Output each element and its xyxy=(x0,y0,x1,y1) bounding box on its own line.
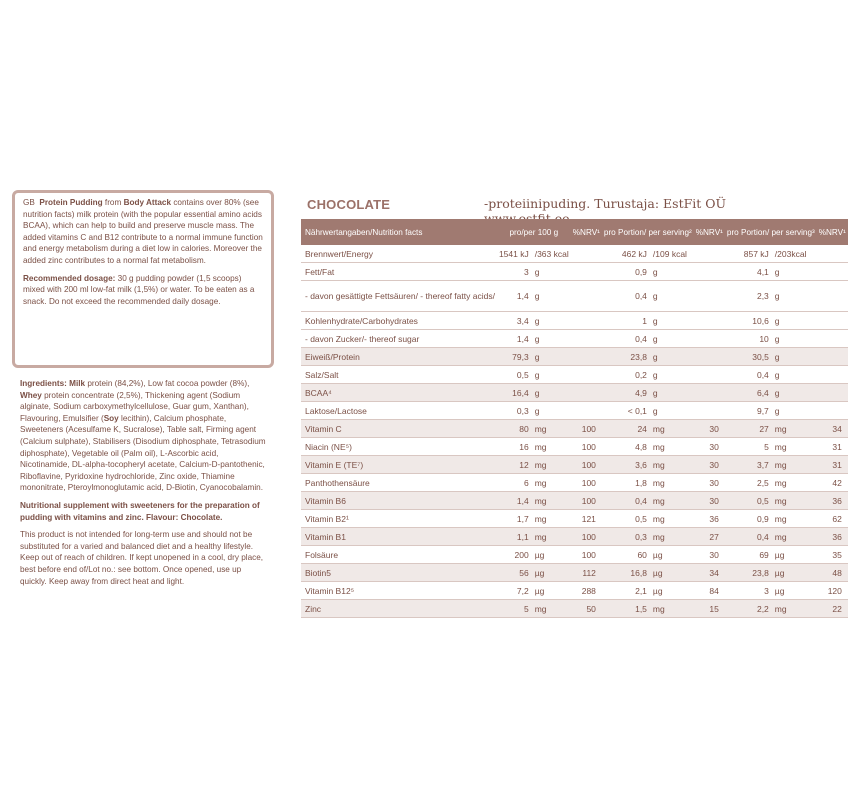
cell-u3: mg xyxy=(774,513,787,524)
cell-n3 xyxy=(817,312,848,330)
cell-u3: µg xyxy=(771,564,817,582)
cell-v1: 79,3 xyxy=(497,348,531,366)
cell-label: Fett/Fat xyxy=(305,266,335,277)
cell-n1 xyxy=(571,402,602,420)
cell-n2: 30 xyxy=(709,441,719,452)
cell-u3: mg xyxy=(771,528,817,546)
cell-v2: 3,6 xyxy=(602,456,649,474)
cell-v1: 0,3 xyxy=(516,405,529,416)
cell-u3: mg xyxy=(771,600,817,618)
cell-label: Eiweiß/Protein xyxy=(301,348,497,366)
cell-u3: g xyxy=(774,333,780,344)
cell-n1: 121 xyxy=(581,513,596,524)
cell-u1: g xyxy=(534,405,540,416)
cell-v2: 0,9 xyxy=(635,266,647,277)
table-row xyxy=(301,263,848,281)
cell-v1: 12 xyxy=(497,456,531,474)
cell-n1 xyxy=(571,366,602,384)
cell-u2: mg xyxy=(649,420,694,438)
supplement-note xyxy=(20,500,268,523)
cell-v2: 4,8 xyxy=(635,441,647,452)
cell-label: BCAA⁴ xyxy=(301,384,497,402)
cell-label: Salz/Salt xyxy=(305,369,339,380)
cell-v2: 60 xyxy=(637,549,647,560)
cell-v3: 2,2 xyxy=(725,600,771,618)
table-row xyxy=(301,420,848,438)
cell-u3: g xyxy=(771,384,817,402)
cell-label: Brennwert/Energy xyxy=(305,248,374,259)
cell-u3: g xyxy=(774,405,780,416)
cell-v1: 1,4 xyxy=(516,291,529,301)
cell-v2: 0,4 xyxy=(635,291,647,301)
cell-u3: mg xyxy=(771,420,817,438)
cell-u2: mg xyxy=(649,528,694,546)
cell-label: Vitamin C xyxy=(301,420,497,438)
cell-v3: 0,4 xyxy=(756,369,769,380)
cell-label: - davon Zucker/- thereof sugar xyxy=(305,333,420,344)
cell-u3: /203kcal xyxy=(774,248,807,259)
cell-label: Vitamin B2¹ xyxy=(305,513,349,524)
cell-v3: 27 xyxy=(725,420,771,438)
cell-u1: g xyxy=(534,333,540,344)
cell-n2 xyxy=(694,330,725,348)
cell-n2: 30 xyxy=(709,549,719,560)
cell-u2: g xyxy=(652,333,658,344)
cell-v2: 4,9 xyxy=(602,384,649,402)
cell-v3: 9,7 xyxy=(756,405,769,416)
allergen-soy: Soy xyxy=(103,413,119,423)
allergen-whey: Whey xyxy=(20,390,42,400)
cell-u1: g xyxy=(534,369,540,380)
cell-u3: g xyxy=(771,348,817,366)
cell-u1: mg xyxy=(534,477,547,488)
cell-v2: 2,1 xyxy=(635,585,647,596)
ingredients-part: protein (84,2%), Low fat cocoa powder (8%), xyxy=(85,379,250,388)
cell-u3: g xyxy=(774,369,780,380)
cell-n1: 100 xyxy=(581,441,596,452)
cell-v3: 0,9 xyxy=(756,513,769,524)
cell-u1: g xyxy=(531,348,571,366)
cell-v1: 16 xyxy=(519,441,529,452)
table-row xyxy=(301,312,848,330)
cell-n1: 112 xyxy=(571,564,602,582)
cell-label: Vitamin B1 xyxy=(301,528,497,546)
cell-v3: 2,5 xyxy=(756,477,769,488)
cell-n3: 48 xyxy=(817,564,848,582)
cell-u3: mg xyxy=(771,456,817,474)
cell-u2: mg xyxy=(652,441,665,452)
cell-v1: 3 xyxy=(523,266,529,277)
cell-u1: mg xyxy=(531,492,571,510)
cell-v3: 0,5 xyxy=(725,492,771,510)
cell-u1: µg xyxy=(534,549,545,560)
cell-v2: 0,4 xyxy=(635,333,647,344)
cell-n2 xyxy=(694,384,725,402)
cell-n2 xyxy=(694,348,725,366)
cell-u3: g xyxy=(774,266,780,277)
cell-n1: 100 xyxy=(571,528,602,546)
cell-n1: 288 xyxy=(581,585,596,596)
cell-v3: 3,7 xyxy=(725,456,771,474)
seller-note: -proteiinipuding. Turustaja: EstFit OÜ xyxy=(484,196,727,211)
cell-n1: 100 xyxy=(581,477,596,488)
cell-n2: 36 xyxy=(709,513,719,524)
cell-n3 xyxy=(817,245,848,263)
table-body xyxy=(301,245,848,618)
table-row xyxy=(301,528,848,546)
cell-n3 xyxy=(817,402,848,420)
cell-n2: 27 xyxy=(694,528,725,546)
cell-n3: 120 xyxy=(827,585,842,596)
cell-v2: 23,8 xyxy=(602,348,649,366)
cell-u1: mg xyxy=(534,441,547,452)
cell-v2: 1,8 xyxy=(635,477,647,488)
cell-n2: 34 xyxy=(694,564,725,582)
cell-v2: 462 kJ xyxy=(621,248,647,259)
cell-v1: 3,4 xyxy=(516,315,529,326)
cell-v1: 1541 kJ xyxy=(498,248,529,259)
cell-u2: g xyxy=(652,315,658,326)
warning-text: This product is not intended for long-term use and should not be substituted for a varied and balanced diet and a healthy lifestyle. Keep out of reach of children. If kept unopened in a cool, dry place, best before end of/Lot no.: see bottom. Once opened, use up quickly. Keep away from direct heat and light. xyxy=(20,530,264,586)
cell-n3: 34 xyxy=(817,420,848,438)
cell-u2: mg xyxy=(652,477,665,488)
cell-v2: 0,3 xyxy=(602,528,649,546)
header-nrv-3: %NRV¹ xyxy=(817,219,848,245)
cell-n1 xyxy=(571,281,602,312)
header-nrv-2: %NRV¹ xyxy=(694,219,725,245)
cell-n1 xyxy=(571,330,602,348)
cell-v3: 69 xyxy=(759,549,769,560)
cell-u1: g xyxy=(534,266,540,277)
cell-u3: g xyxy=(774,315,780,326)
cell-v3: 4,1 xyxy=(756,266,769,277)
dosage-label: Recommended dosage: xyxy=(23,273,116,283)
cell-v1: 1,4 xyxy=(497,492,531,510)
cell-n1 xyxy=(571,263,602,281)
cell-u3: mg xyxy=(771,492,817,510)
cell-n3 xyxy=(817,330,848,348)
cell-u2: g xyxy=(652,266,658,277)
cell-u3: mg xyxy=(774,441,787,452)
cell-v3: 5 xyxy=(764,441,769,452)
cell-v3: 23,8 xyxy=(725,564,771,582)
brand-name: Body Attack xyxy=(123,198,172,207)
table-row xyxy=(301,474,848,492)
cell-u1: g xyxy=(534,291,540,301)
cell-n3: 22 xyxy=(817,600,848,618)
cell-v1: 5 xyxy=(497,600,531,618)
ingredients-part: protein concentrate (2,5%), Thickening agent (Sodium alginate, Sodium carboxymethylcellulose, Guar gum, Xanthan), Flavouring, Emulsifier ( xyxy=(20,390,249,423)
cell-n1 xyxy=(571,348,602,366)
header-per-serving-2: pro Portion/ per serving³ xyxy=(725,219,817,245)
cell-v3: 3 xyxy=(764,585,769,596)
cell-v3: 0,4 xyxy=(725,528,771,546)
cell-n1 xyxy=(571,245,602,263)
cell-u2: g xyxy=(652,405,658,416)
cell-n3: 36 xyxy=(817,528,848,546)
cell-n2 xyxy=(694,263,725,281)
cell-u2: g xyxy=(649,384,694,402)
dosage-value: 30 g pudding powder (1,5 scoops) mixed with 200 ml low-fat milk (1,5%) or water. To be eaten as a snack. Do not exceed the recommended daily dosage. xyxy=(23,273,255,306)
header-per-serving-1: pro Portion/ per serving² xyxy=(602,219,694,245)
cell-v2: 0,4 xyxy=(602,492,649,510)
table-row xyxy=(301,546,848,564)
cell-n3 xyxy=(817,281,848,312)
table-row xyxy=(301,366,848,384)
description-text: from xyxy=(102,198,124,207)
table-row xyxy=(301,456,848,474)
description-text: contains over 80% (see nutrition facts) milk protein (with the popular essential amino acids BCAA), which can help to build and preserve muscle mass. The added vitamins C and B12 contribute to a normal immune function and energy metabolism during a diet low in calories. Moreover the added zinc contributes to a normal fat metabolism. xyxy=(23,198,263,265)
cell-n2: 15 xyxy=(694,600,725,618)
cell-v3: 857 kJ xyxy=(743,248,769,259)
cell-n2 xyxy=(694,281,725,312)
cell-n3 xyxy=(817,384,848,402)
cell-u1: /363 kcal xyxy=(534,248,569,259)
cell-v1: 16,4 xyxy=(497,384,531,402)
cell-n2: 30 xyxy=(709,477,719,488)
cell-label: Folsäure xyxy=(305,549,339,560)
cell-v1: 1,4 xyxy=(516,333,529,344)
cell-label: Vitamin E (TE⁷) xyxy=(301,456,497,474)
table-row xyxy=(301,600,848,618)
cell-n2: 30 xyxy=(694,420,725,438)
cell-v3: 6,4 xyxy=(725,384,771,402)
cell-u2: g xyxy=(652,291,658,301)
table-header-row xyxy=(301,219,848,245)
cell-n3 xyxy=(817,348,848,366)
cell-n3: 31 xyxy=(817,456,848,474)
cell-u3: µg xyxy=(774,585,785,596)
cell-u2: µg xyxy=(652,585,663,596)
cell-u2: mg xyxy=(649,456,694,474)
cell-u2: µg xyxy=(649,564,694,582)
cell-v2: < 0,1 xyxy=(627,405,647,416)
cell-n2: 30 xyxy=(694,492,725,510)
cell-n2 xyxy=(694,312,725,330)
flavour-title: CHOCOLATE xyxy=(307,197,391,212)
cell-n3: 31 xyxy=(832,441,842,452)
cell-v3: 10,6 xyxy=(752,315,769,326)
header-per-100g: pro/per 100 g xyxy=(497,219,571,245)
cell-v1: 1,7 xyxy=(516,513,529,524)
cell-n3: 35 xyxy=(832,549,842,560)
cell-v1: 200 xyxy=(514,549,529,560)
cell-label: Zinc xyxy=(301,600,497,618)
cell-label: - davon gesättigte Fettsäuren/ - thereof fatty acids/ xyxy=(305,291,495,301)
table-row xyxy=(301,510,848,528)
cell-u3: µg xyxy=(774,549,785,560)
cell-n1: 100 xyxy=(571,456,602,474)
cell-u1: mg xyxy=(531,456,571,474)
cell-v2: 0,2 xyxy=(635,369,647,380)
cell-v1: 1,1 xyxy=(497,528,531,546)
table-row xyxy=(301,564,848,582)
cell-u1: mg xyxy=(534,513,547,524)
table-row xyxy=(301,330,848,348)
cell-u1: g xyxy=(534,315,540,326)
ingredients-section xyxy=(20,378,268,593)
cell-v1: 7,2 xyxy=(516,585,529,596)
cell-u3: mg xyxy=(774,477,787,488)
cell-n1 xyxy=(571,384,602,402)
ingredients-text xyxy=(20,378,268,494)
cell-v2: 24 xyxy=(602,420,649,438)
cell-u2: g xyxy=(652,369,658,380)
cell-label: Kohlenhydrate/Carbohydrates xyxy=(305,315,418,326)
cell-u1: mg xyxy=(531,528,571,546)
cell-n2 xyxy=(694,366,725,384)
cell-n3: 62 xyxy=(832,513,842,524)
cell-v3: 30,5 xyxy=(725,348,771,366)
table-row xyxy=(301,438,848,456)
cell-u2: mg xyxy=(649,600,694,618)
cell-u2: g xyxy=(649,348,694,366)
cell-n2: 30 xyxy=(694,456,725,474)
cell-n2: 84 xyxy=(709,585,719,596)
cell-u2: µg xyxy=(652,549,663,560)
header-nrv-1: %NRV¹ xyxy=(571,219,602,245)
cell-label: Biotin5 xyxy=(301,564,497,582)
cell-n2 xyxy=(694,245,725,263)
cell-v1: 6 xyxy=(523,477,529,488)
ingredients-label: Ingredients: Milk xyxy=(20,379,86,388)
table-row xyxy=(301,281,848,312)
cell-n1: 100 xyxy=(571,492,602,510)
table-row xyxy=(301,492,848,510)
table-row xyxy=(301,384,848,402)
cell-n3 xyxy=(817,263,848,281)
dosage-text xyxy=(23,273,265,308)
cell-n2 xyxy=(694,402,725,420)
cell-v2: 1,5 xyxy=(602,600,649,618)
cell-n3 xyxy=(817,366,848,384)
cell-label: Vitamin B12⁵ xyxy=(305,585,355,596)
cell-u1: mg xyxy=(531,420,571,438)
cell-u1: µg xyxy=(531,564,571,582)
cell-n1: 100 xyxy=(581,549,596,560)
cell-label: Panthothensäure xyxy=(305,477,370,488)
cell-v2: 0,5 xyxy=(635,513,647,524)
cell-u1: mg xyxy=(531,600,571,618)
cell-u1: µg xyxy=(534,585,545,596)
cell-u2: mg xyxy=(652,513,665,524)
cell-n3: 42 xyxy=(832,477,842,488)
cell-v1: 80 xyxy=(497,420,531,438)
cell-n1: 50 xyxy=(571,600,602,618)
cell-label: Vitamin B6 xyxy=(301,492,497,510)
cell-v2: 1 xyxy=(642,315,647,326)
cell-v2: 16,8 xyxy=(602,564,649,582)
table-row xyxy=(301,582,848,600)
cell-label: Laktose/Lactose xyxy=(305,405,367,416)
language-label: GB xyxy=(23,198,35,207)
cell-v1: 0,5 xyxy=(516,369,529,380)
header-nutrition-facts: Nährwertangaben/Nutrition facts xyxy=(301,219,497,245)
cell-n1: 100 xyxy=(571,420,602,438)
cell-u3: g xyxy=(774,291,780,301)
nutrition-table xyxy=(301,219,848,618)
cell-n3: 36 xyxy=(817,492,848,510)
product-name: Protein Pudding xyxy=(39,198,103,207)
table-row xyxy=(301,245,848,263)
cell-n1 xyxy=(571,312,602,330)
supplement-note-text: Nutritional supplement with sweeteners for the preparation of pudding with vitamins and zinc. Flavour: Chocolate. xyxy=(20,500,260,522)
cell-u2: mg xyxy=(649,492,694,510)
cell-u1: g xyxy=(531,384,571,402)
cell-v3: 2,3 xyxy=(756,291,769,301)
cell-label: Niacin (NE⁵) xyxy=(305,441,352,452)
table-row xyxy=(301,348,848,366)
table-row xyxy=(301,402,848,420)
product-description xyxy=(23,197,265,267)
product-description-box xyxy=(12,190,274,368)
cell-v3: 10 xyxy=(759,333,769,344)
ingredients-part: lecithin), Calcium phosphate, Sweeteners (Acesulfame K, Sucralose), Table salt, Firming agent (Calcium sulphate), Stabilisers (Disodium diphosphate, Tetrasodium diphosphate), Vegetable oil (Palm oil), L-Ascorbic acid, Nicotinamide, DL-alpha-tocopheryl acetate, Calcium-D-pantothenic, Riboflavine, Pyridoxine hydrochloride, Zinc oxide, Thiamine mononitrate, Pteroylmonoglutamic acid, D-Biotin, Cyanocobalamin. xyxy=(20,413,266,493)
cell-u2: /109 kcal xyxy=(652,248,687,259)
cell-v1: 56 xyxy=(497,564,531,582)
